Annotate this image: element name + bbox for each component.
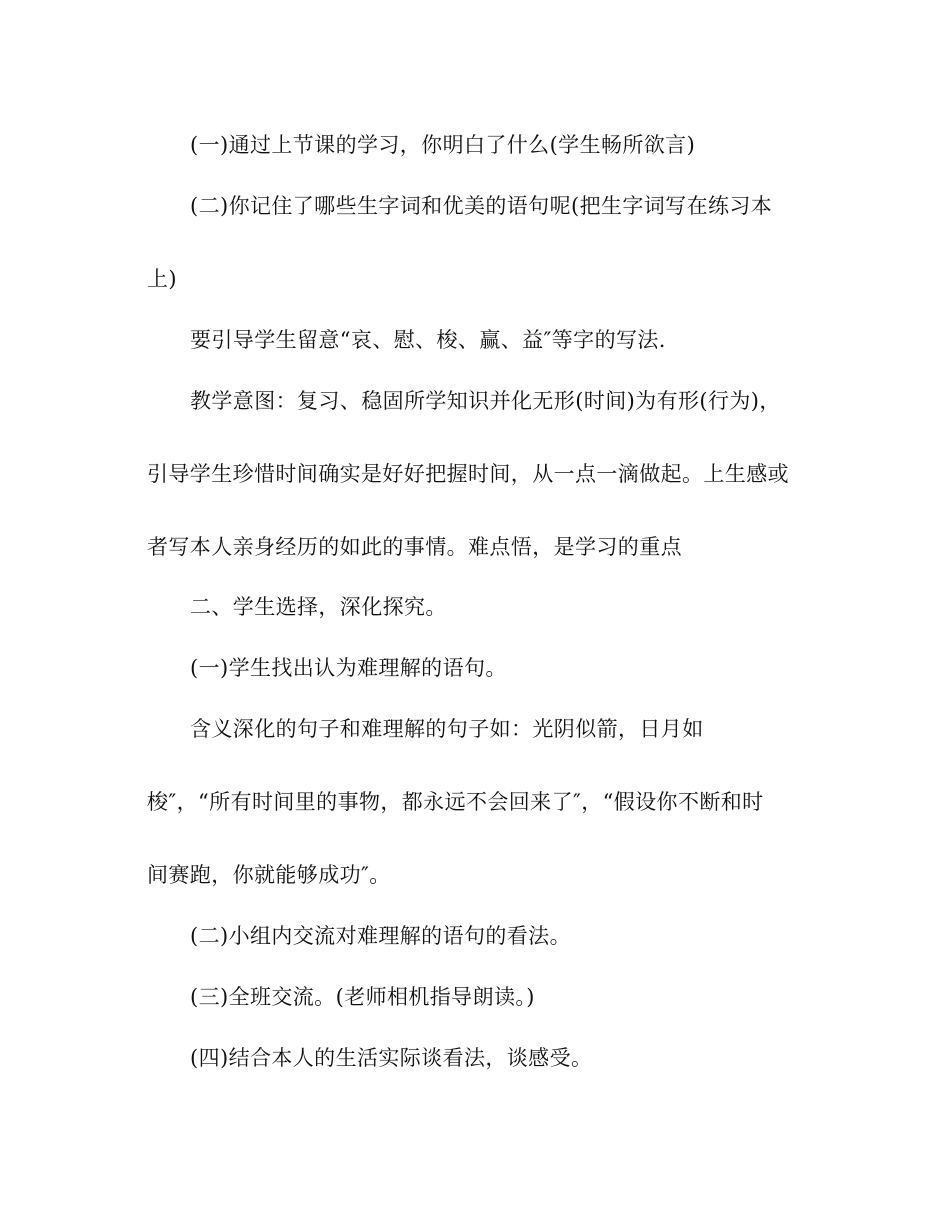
paragraph-line: (四)结合本人的生活实际谈看法，谈感受。 [190, 1046, 593, 1070]
paragraph-line: 上) [147, 267, 177, 291]
paragraph-line: (一)学生找出认为难理解的语句。 [190, 656, 507, 680]
paragraph-line: (一)通过上节课的学习，你明白了什么(学生畅所欲言) [190, 133, 696, 157]
paragraph-line: (二)小组内交流对难理解的语句的看法。 [190, 924, 571, 948]
paragraph-line: 含义深化的句子和难理解的句子如：光阴似箭，日月如 [190, 717, 704, 741]
paragraph-line: 教学意图：复习、稳固所学知识并化无形(时间)为有形(行为)， [190, 389, 781, 413]
paragraph-line: 要引导学生留意“哀、慰、梭、赢、益″等字的写法. [190, 328, 666, 352]
paragraph-line: 引导学生珍惜时间确实是好好把握时间，从一点一滴做起。上生感或 [147, 462, 789, 486]
paragraph-line: 梭″，“所有时间里的事物，都永远不会回来了″，“假设你不断和时 [147, 790, 764, 814]
paragraph-line: (三)全班交流。(老师相机指导朗读。) [190, 985, 535, 1009]
paragraph-line: 者写本人亲身经历的如此的事情。难点悟，是学习的重点 [147, 535, 682, 559]
paragraph-line: 间赛跑，你就能够成功″。 [147, 863, 391, 887]
paragraph-line: (二)你记住了哪些生字词和优美的语句呢(把生字词写在练习本 [190, 194, 773, 218]
section-heading: 二、学生选择，深化探究。 [190, 595, 447, 619]
